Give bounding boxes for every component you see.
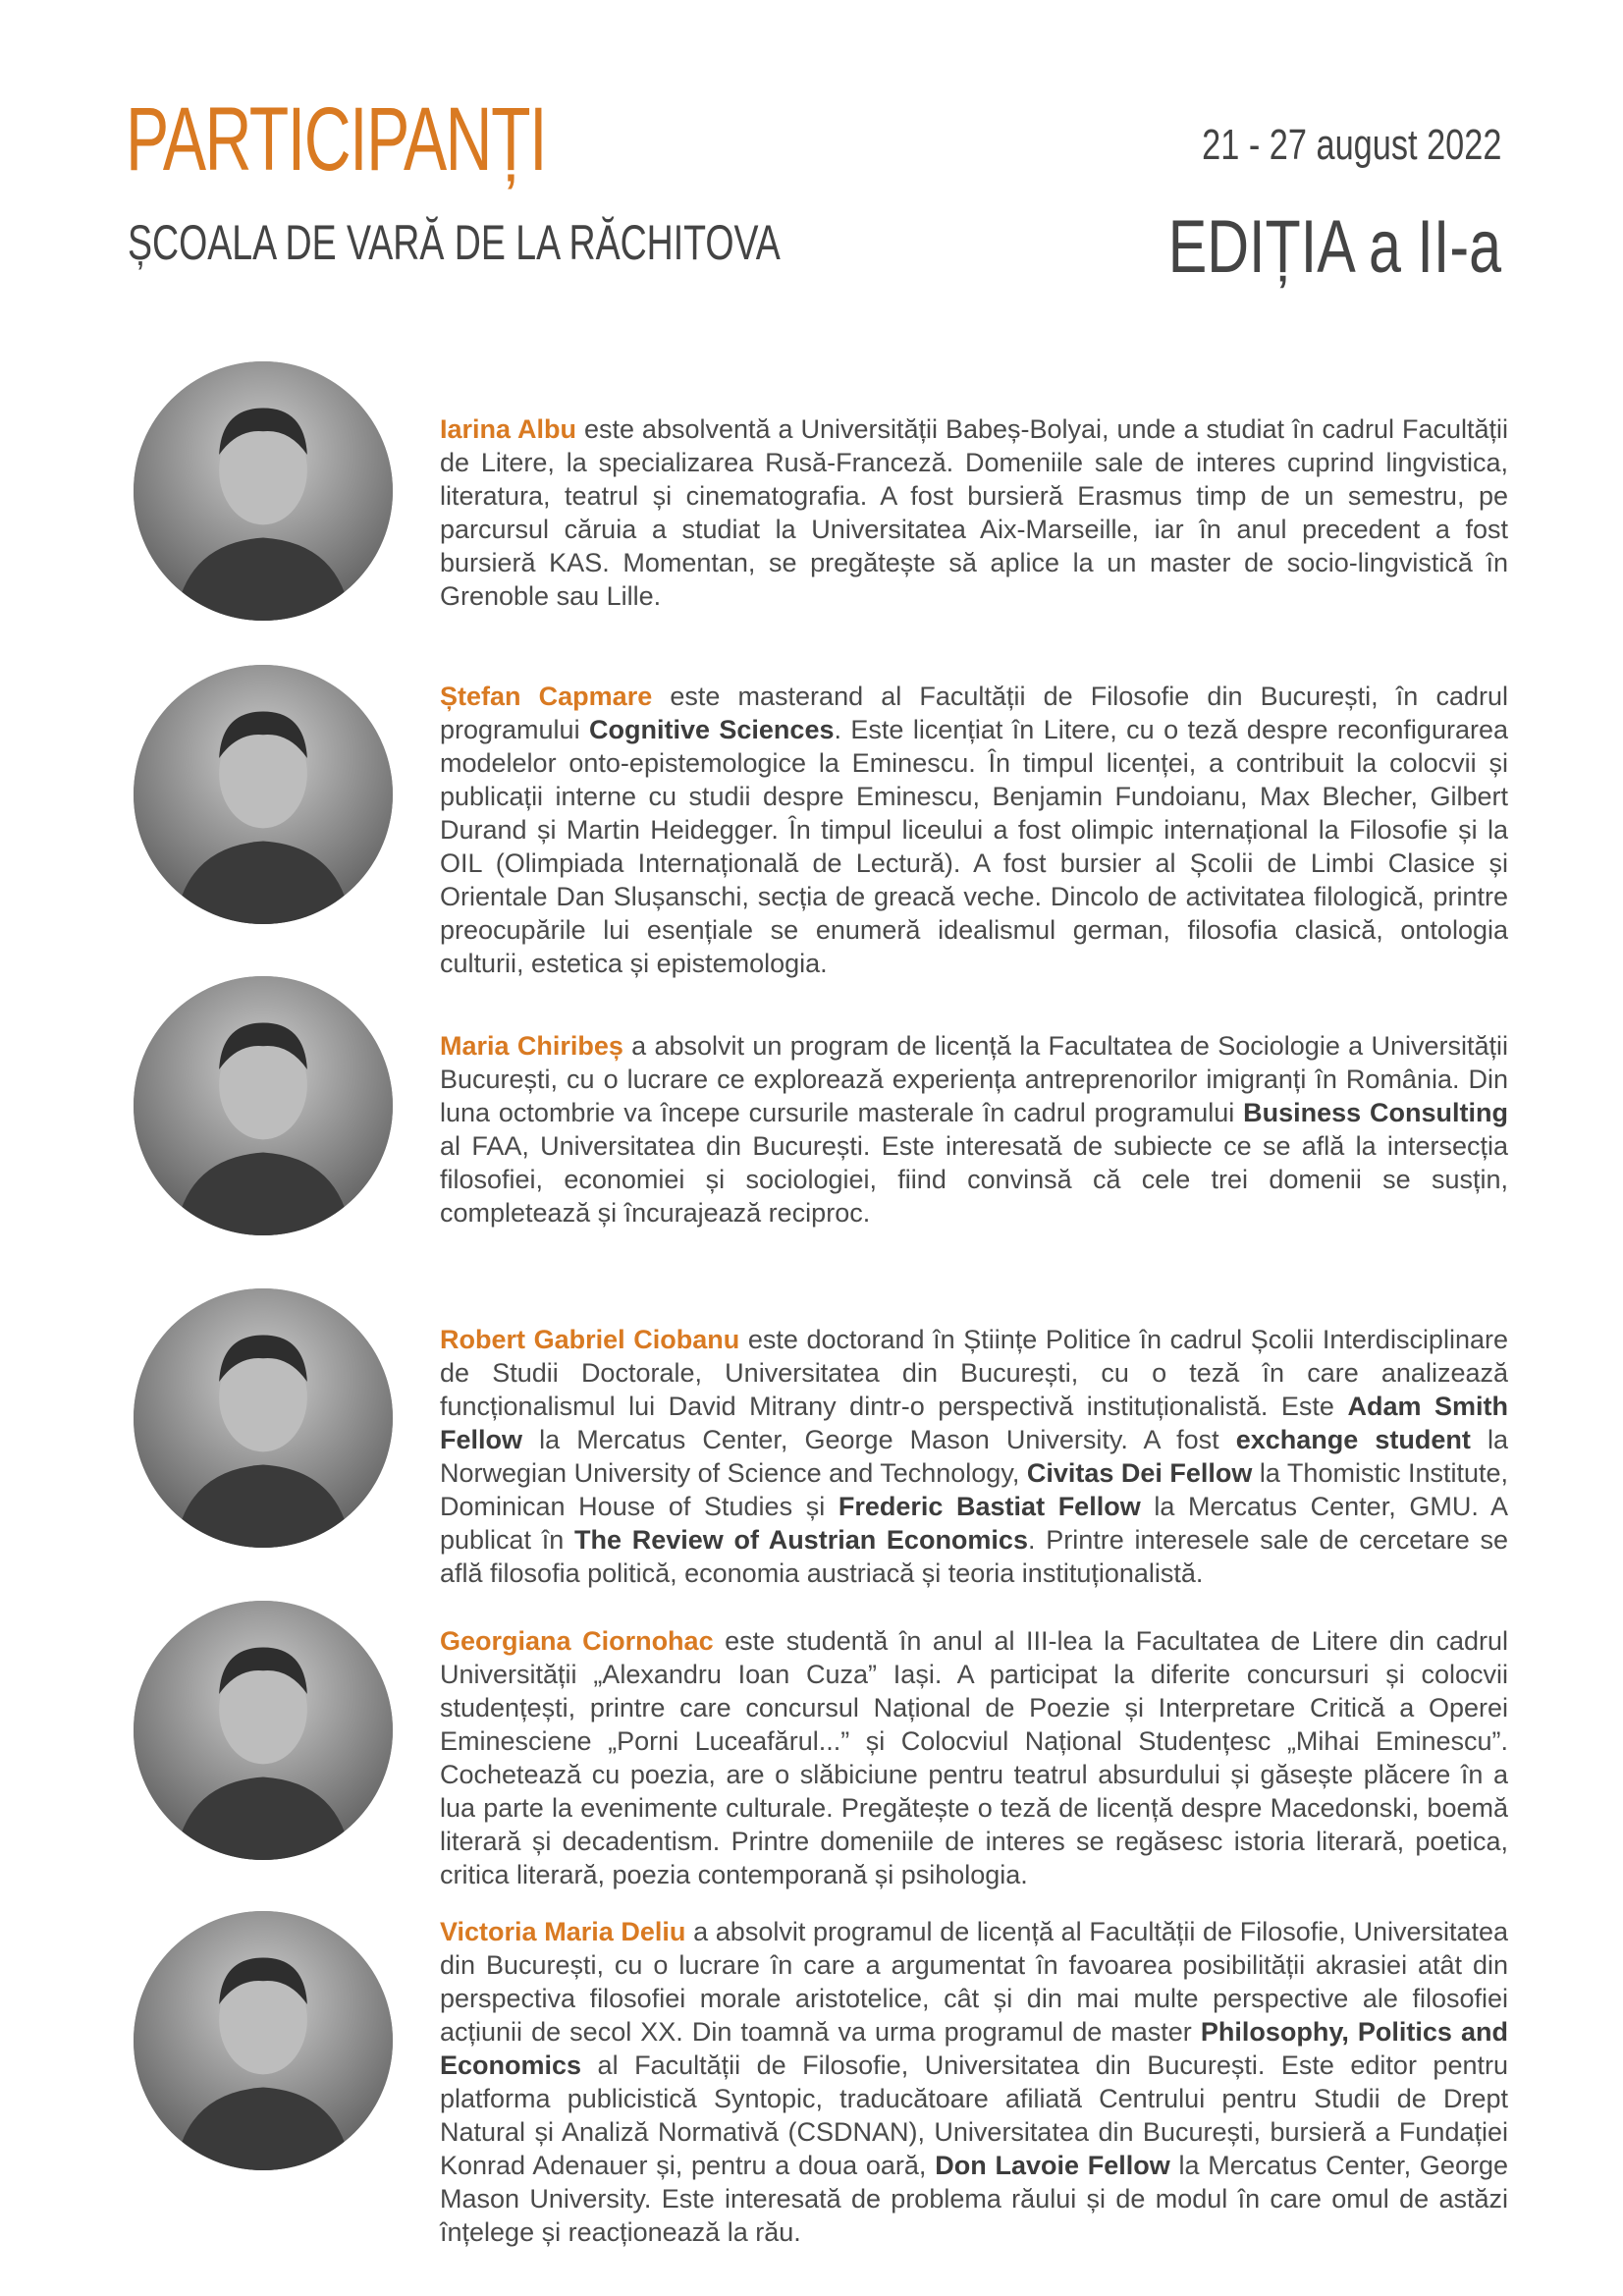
participant-bio [440, 1029, 1508, 1230]
page-title: PARTICIPANȚI [126, 89, 547, 190]
bio-text: . Printre interesele sale de cercetare se află filosofia politică, economia austriacă și teoria instituționalistă. [440, 1525, 1508, 1588]
participant-name: Maria Chiribeș [440, 1031, 623, 1061]
highlighted-term: The Review of Austrian Economics [574, 1525, 1028, 1555]
participant-name: Victoria Maria Deliu [440, 1917, 686, 1946]
participant-name: Iarina Albu [440, 414, 576, 444]
highlighted-term: Philosophy, Politics and Economics [440, 2017, 1508, 2080]
avatar [134, 361, 393, 621]
avatar [134, 1288, 393, 1548]
bio-text: la Thomistic Institute, Dominican House of Studies și [440, 1458, 1509, 1521]
participant-bio [440, 1915, 1508, 2249]
bio-text: a absolvit un program de licență la Facultatea de Sociologie a Universității București, cu o lucrare ce explorează experiența antreprenorilor imigranți în România. Din luna octombrie va începe cursurile masterale în cadrul programului [440, 1031, 1508, 1127]
edition-label: EDIȚIA a II-a [1167, 205, 1501, 289]
bio-text: . Este licențiat în Litere, cu o teză despre reconfigurarea modelelor onto-epistemologice la Eminescu. În timpul licenței, a contribuit la colocvii și publicații interne cu studii despre Eminescu, Benjamin Fundoianu, Max Blecher, Gilbert Durand și Martin Heidegger. În timpul liceului a fost olimpic internațional la Filosofie și la OIL (Olimpiada Internațională de Lectură). A fost bursier al Școlii de Limbi Clasice și Orientale Dan Slușanschi, secția de greacă veche. Dincolo de activitatea filologică, printre preocupările lui esențiale se enumeră idealismul german, filosofia clasică, ontologia culturii, estetica și epistemologia. [440, 715, 1508, 978]
page-header [0, 0, 1623, 324]
participant-bio [440, 1624, 1508, 1891]
highlighted-term: Cognitive Sciences [588, 715, 835, 744]
bio-text: al Facultății de Filosofie, Universitatea din București. Este editor pentru platforma publicistică Syntopic, traducătoare afiliată Centrului pentru Studii de Drept Natural și Analiză Normativă (CSDNAN), Universitatea din București, bursieră a Fundației Konrad Adenauer și, pentru a doua oară, [440, 2050, 1508, 2180]
participant-name: Robert Gabriel Ciobanu [440, 1325, 740, 1354]
bio-text: este studentă în anul al III-lea la Facultatea de Litere din cadrul Universității „Alexandru Ioan Cuza” Iași. A participat la diferite concursuri și colocvii studențești, printre care concursul Național de Poezie și Interpretare Critică a Operei Eminesciene „Porni Luceafărul...” și Colocviul Național Studențesc „Mihai Eminescu”. Cochetează cu poezia, are o slăbiciune pentru teatrul absurdului și găsește plăcere în a lua parte la evenimente culturale. Pregătește o teză de licență despre Macedonski, boemă literară și decadentism. Printre domeniile de interes se regăsesc istoria literară, poetica, critica literară, poezia contemporană și psihologia. [440, 1626, 1508, 1889]
highlighted-term: Business Consulting [1243, 1098, 1508, 1127]
highlighted-term: Adam Smith Fellow [440, 1392, 1508, 1454]
participant-name: Ștefan Capmare [440, 682, 653, 711]
event-dates: 21 - 27 august 2022 [1201, 121, 1501, 169]
participant-bio [440, 412, 1508, 613]
bio-text: a absolvit programul de licență al Facultății de Filosofie, Universitatea din București, cu o lucrare în care a argumentat în favoarea posibilității akrasiei atât din perspectiva filosofiei morale aristotelice, cât și din mai multe perspective ale filosofiei acțiunii de secol XX. Din toamnă va urma programul de master [440, 1917, 1509, 2047]
highlighted-term: Don Lavoie Fellow [935, 2151, 1170, 2180]
highlighted-term: Civitas Dei Fellow [1026, 1458, 1253, 1488]
highlighted-term: exchange student [1235, 1425, 1471, 1454]
bio-text: al FAA, Universitatea din București. Este interesată de subiecte ce se află la intersecția filosofiei, economiei și sociologiei, fiind convinsă că cele trei domenii se susțin, completează și încurajează reciproc. [440, 1131, 1508, 1228]
bio-text: la Mercatus Center, George Mason University. A fost [522, 1425, 1236, 1454]
bio-text: este absolventă a Universității Babeș-Bolyai, unde a studiat în cadrul Facultății de Litere, la specializarea Rusă-Franceză. Domeniile sale de interes cuprind lingvistica, literatura, teatrul și cinematografia. A fost bursieră Erasmus timp de un semestru, pe parcursul căruia a studiat la Universitatea Aix-Marseille, iar în anul precedent a fost bursieră KAS. Momentan, se pregătește să aplice la un master de socio-lingvistică în Grenoble sau Lille. [440, 414, 1508, 611]
avatar [134, 1601, 393, 1860]
bio-text: este doctorand în Științe Politice în cadrul Școlii Interdisciplinare de Studii Doctorale, Universitatea din București, cu o teză în care analizează funcționalismul lui David Mitrany dintr-o perspectivă instituționalistă. Este [440, 1325, 1508, 1421]
participant-bio [440, 680, 1508, 980]
bio-text: la Mercatus Center, GMU. A publicat în [440, 1492, 1508, 1555]
bio-text: la Mercatus Center, George Mason University. Este interesată de problema răului și de modul în care omul de astăzi înțelege și reacționează la rău. [440, 2151, 1508, 2247]
avatar [134, 1911, 393, 2170]
avatar [134, 976, 393, 1235]
participant-name: Georgiana Ciornohac [440, 1626, 714, 1656]
avatar [134, 665, 393, 924]
bio-text: este masterand al Facultății de Filosofie din București, în cadrul programului [440, 682, 1508, 744]
participant-bio [440, 1323, 1508, 1590]
highlighted-term: Frederic Bastiat Fellow [838, 1492, 1141, 1521]
bio-text: la Norwegian University of Science and Technology, [440, 1425, 1508, 1488]
page-subtitle: ȘCOALA DE VARĂ DE LA RĂCHITOVA [128, 215, 781, 270]
